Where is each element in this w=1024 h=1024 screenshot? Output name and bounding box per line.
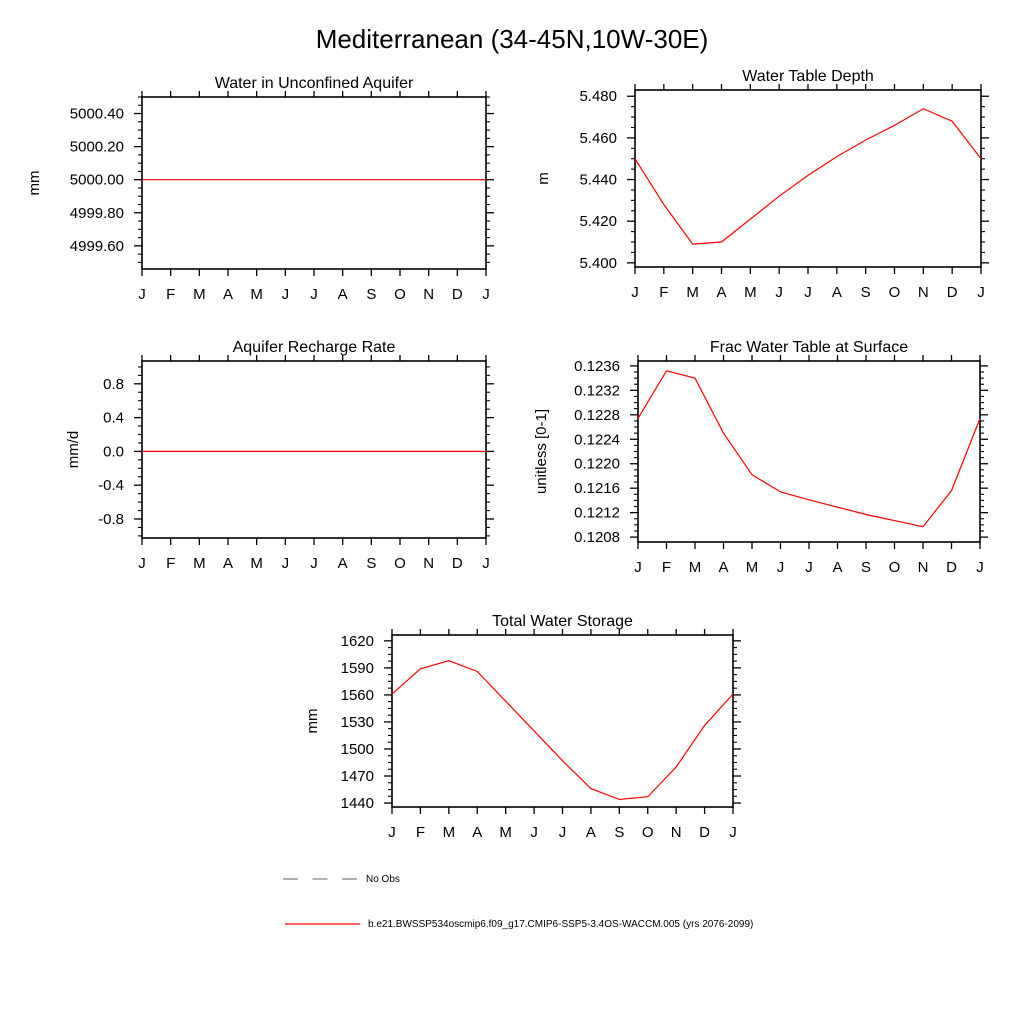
month-label: J bbox=[776, 559, 785, 576]
plot-frame bbox=[638, 361, 980, 542]
month-label: S bbox=[366, 286, 377, 303]
month-label: S bbox=[614, 824, 625, 841]
chart-2 bbox=[65, 339, 494, 572]
y-tick-label: 0.1220 bbox=[574, 455, 620, 473]
y-tick-label: 1590 bbox=[340, 659, 374, 677]
month-label: J bbox=[281, 555, 290, 572]
month-label: O bbox=[394, 555, 406, 572]
plot-frame bbox=[392, 635, 733, 807]
month-label: J bbox=[976, 559, 984, 576]
series-line bbox=[635, 109, 981, 244]
month-label: J bbox=[482, 286, 490, 303]
chart-title: Aquifer Recharge Rate bbox=[232, 339, 396, 356]
y-tick-label: 0.4 bbox=[103, 409, 124, 427]
y-tick-label: 5000.00 bbox=[69, 171, 124, 189]
y-tick-label: -0.4 bbox=[98, 477, 124, 495]
chart-0 bbox=[26, 75, 494, 303]
y-tick-label: 5.480 bbox=[579, 88, 617, 106]
month-label: A bbox=[337, 286, 348, 303]
month-label: A bbox=[831, 284, 842, 301]
y-tick-label: 1500 bbox=[340, 740, 374, 758]
y-tick-label: 1440 bbox=[340, 795, 374, 813]
month-label: D bbox=[946, 284, 958, 301]
month-label: J bbox=[530, 824, 538, 841]
month-label: N bbox=[423, 555, 435, 572]
month-label: M bbox=[499, 824, 512, 841]
month-label: J bbox=[634, 559, 642, 576]
y-tick-label: 5.440 bbox=[579, 171, 617, 189]
legend-item-no-obs bbox=[283, 872, 400, 886]
month-label: O bbox=[888, 559, 901, 576]
y-tick-label: 4999.60 bbox=[69, 237, 124, 255]
month-label: S bbox=[860, 559, 872, 576]
month-label: M bbox=[686, 284, 699, 301]
month-label: F bbox=[166, 555, 176, 572]
series-line bbox=[638, 371, 980, 527]
chart-1 bbox=[535, 68, 989, 301]
legend-label-model-run: b.e21.BWSSP534oscmip6.f09_g17.CMIP6-SSP5-3.4OS-WACCM.005 (yrs 2076-2099) bbox=[368, 918, 754, 930]
month-label: M bbox=[193, 555, 206, 572]
chart-title: Water Table Depth bbox=[742, 68, 874, 85]
month-label: J bbox=[977, 284, 985, 301]
month-label: M bbox=[688, 559, 702, 576]
month-label: O bbox=[394, 286, 406, 303]
month-label: J bbox=[482, 555, 490, 572]
figure-title: Mediterranean (34-45N,10W-30E) bbox=[315, 24, 709, 54]
month-label: A bbox=[716, 284, 727, 301]
month-label: M bbox=[442, 824, 456, 841]
y-tick-label: 1530 bbox=[340, 713, 374, 731]
month-label: A bbox=[222, 555, 234, 572]
month-label: A bbox=[718, 559, 729, 576]
chart-4 bbox=[304, 613, 741, 841]
month-label: J bbox=[631, 284, 639, 301]
month-label: F bbox=[661, 559, 672, 576]
month-label: J bbox=[138, 286, 146, 303]
legend-item-model-run bbox=[285, 917, 753, 931]
plot-frame bbox=[142, 361, 486, 538]
month-label: M bbox=[745, 559, 759, 576]
chart-ylabel: mm bbox=[26, 170, 43, 196]
y-tick-label: 5000.20 bbox=[69, 138, 124, 156]
legend-label-no-obs: No Obs bbox=[366, 873, 400, 885]
y-tick-label: 0.1208 bbox=[574, 529, 620, 547]
y-tick-label: 1620 bbox=[340, 632, 374, 650]
month-label: A bbox=[585, 824, 596, 841]
no-obs-line-sample-icon bbox=[283, 872, 358, 886]
month-label: O bbox=[641, 824, 654, 841]
chart-ylabel: unitless [0-1] bbox=[533, 408, 550, 495]
chart-title: Frac Water Table at Surface bbox=[709, 339, 909, 356]
month-label: N bbox=[670, 824, 682, 841]
plot-frame bbox=[635, 90, 981, 267]
month-label: D bbox=[699, 824, 711, 841]
y-tick-label: 0.0 bbox=[103, 443, 124, 461]
month-label: M bbox=[744, 284, 757, 301]
month-label: J bbox=[310, 286, 318, 303]
y-tick-label: 0.1212 bbox=[574, 504, 620, 522]
month-label: N bbox=[917, 559, 929, 576]
month-label: N bbox=[917, 284, 929, 301]
month-label: S bbox=[366, 555, 377, 572]
month-label: D bbox=[451, 286, 463, 303]
y-tick-label: 0.1228 bbox=[574, 406, 620, 424]
chart-ylabel: m bbox=[535, 172, 552, 185]
y-tick-label: 1560 bbox=[340, 686, 374, 704]
month-label: F bbox=[415, 824, 426, 841]
month-label: J bbox=[138, 555, 146, 572]
month-label: O bbox=[888, 284, 901, 301]
y-tick-label: 0.1216 bbox=[574, 480, 620, 498]
month-label: S bbox=[860, 284, 871, 301]
chart-ylabel: mm/d bbox=[65, 430, 82, 469]
y-tick-label: 4999.80 bbox=[69, 204, 124, 222]
chart-title: Total Water Storage bbox=[492, 613, 633, 630]
month-label: N bbox=[423, 286, 435, 303]
month-label: J bbox=[310, 555, 318, 572]
y-tick-label: 5000.40 bbox=[69, 105, 124, 123]
month-label: M bbox=[250, 286, 263, 303]
month-label: J bbox=[775, 284, 783, 301]
y-tick-label: 0.8 bbox=[103, 375, 124, 393]
month-label: A bbox=[222, 286, 234, 303]
y-tick-label: -0.8 bbox=[98, 510, 124, 528]
month-label: J bbox=[388, 824, 396, 841]
y-tick-label: 5.420 bbox=[579, 213, 617, 231]
y-tick-label: 0.1232 bbox=[574, 382, 620, 400]
month-label: F bbox=[166, 286, 176, 303]
chart-title: Water in Unconfined Aquifer bbox=[214, 75, 414, 92]
month-label: J bbox=[805, 559, 813, 576]
y-tick-label: 0.1236 bbox=[574, 357, 620, 375]
y-tick-label: 1470 bbox=[340, 768, 374, 786]
month-label: D bbox=[946, 559, 957, 576]
chart-ylabel: mm bbox=[304, 708, 321, 734]
y-tick-label: 0.1224 bbox=[574, 431, 620, 449]
month-label: A bbox=[832, 559, 843, 576]
month-label: M bbox=[193, 286, 206, 303]
month-label: J bbox=[281, 286, 290, 303]
month-label: A bbox=[337, 555, 348, 572]
month-label: J bbox=[729, 824, 737, 841]
y-tick-label: 5.400 bbox=[579, 254, 617, 272]
month-label: J bbox=[558, 824, 567, 841]
model-line-sample-icon bbox=[285, 917, 360, 931]
month-label: J bbox=[804, 284, 812, 301]
month-label: D bbox=[451, 555, 463, 572]
chart-3 bbox=[533, 339, 988, 576]
month-label: F bbox=[659, 284, 669, 301]
month-label: A bbox=[472, 824, 483, 841]
month-label: M bbox=[250, 555, 263, 572]
plot-frame bbox=[142, 97, 486, 269]
series-line bbox=[392, 661, 733, 800]
y-tick-label: 5.460 bbox=[579, 129, 617, 147]
